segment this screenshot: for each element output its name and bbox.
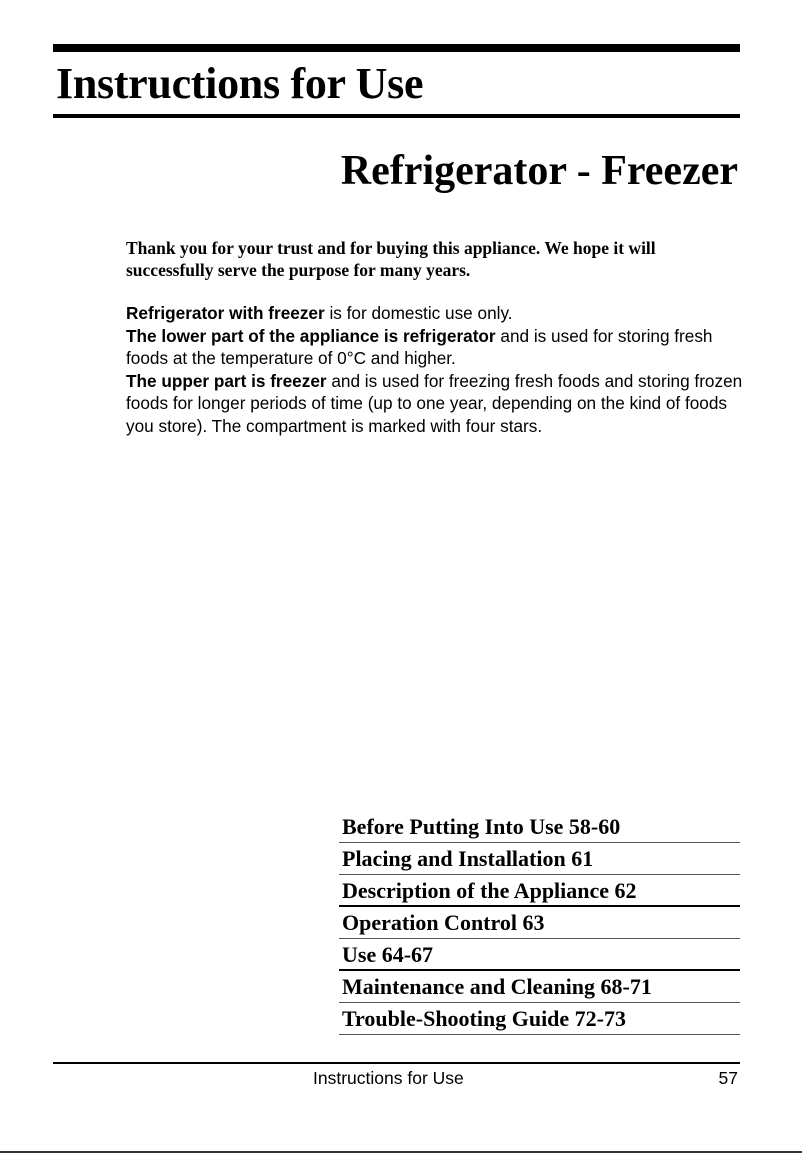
toc-item-trouble-shooting-guide[interactable] (339, 1003, 740, 1035)
toc-item-label: Placing and Installation 61 (342, 846, 594, 871)
toc-item-label: Before Putting Into Use 58-60 (342, 814, 621, 839)
toc-item-maintenance-and-cleaning[interactable] (339, 971, 740, 1003)
document-title: Refrigerator - Freezer (340, 148, 738, 194)
toc-item-label: Maintenance and Cleaning 68-71 (342, 974, 652, 999)
paragraph-freezer (126, 370, 746, 438)
footer-title: Instructions for Use (313, 1068, 464, 1088)
toc-item-label: Trouble-Shooting Guide 72-73 (342, 1006, 627, 1031)
header-title: Instructions for Use (56, 59, 424, 108)
paragraph-text: and is used for storing fresh foods at the temperature of 0°C and higher. (126, 325, 713, 368)
header-rule (53, 114, 740, 118)
top-rule (53, 44, 740, 52)
intro-text: Thank you for your trust and for buying this appliance. We hope it will successfully serve the purpose for many years. (126, 238, 656, 280)
toc-item-description-of-appliance[interactable] (339, 875, 740, 907)
page-number: 57 (718, 1068, 738, 1088)
paragraph-bold: The lower part of the appliance is refrigerator (126, 325, 496, 346)
paragraph-bold: Refrigerator with freezer (126, 303, 325, 323)
toc-item-label: Operation Control 63 (342, 910, 545, 935)
toc-item-before-putting-into-use[interactable] (339, 811, 740, 843)
paragraph-refrigerator (126, 325, 746, 370)
paragraph-domestic-use (126, 302, 746, 325)
toc-item-placing-and-installation[interactable] (339, 843, 740, 875)
paragraph-text: is for domestic use only. (324, 303, 513, 323)
paragraph-text: and is used for freezing fresh foods and storing frozen foods for longer periods of time (up to one year, depending on the kind of foods you store). The compartment is marked with four stars. (126, 370, 743, 436)
toc-item-use[interactable] (339, 939, 740, 971)
toc-item-operation-control[interactable] (339, 907, 740, 939)
paragraph-bold: The upper part is freezer (126, 370, 327, 391)
toc-item-label: Description of the Appliance 62 (342, 878, 637, 903)
table-of-contents (339, 811, 740, 1035)
description-body (126, 302, 746, 437)
toc-item-label: Use 64-67 (342, 942, 434, 967)
footer-rule (53, 1062, 740, 1064)
